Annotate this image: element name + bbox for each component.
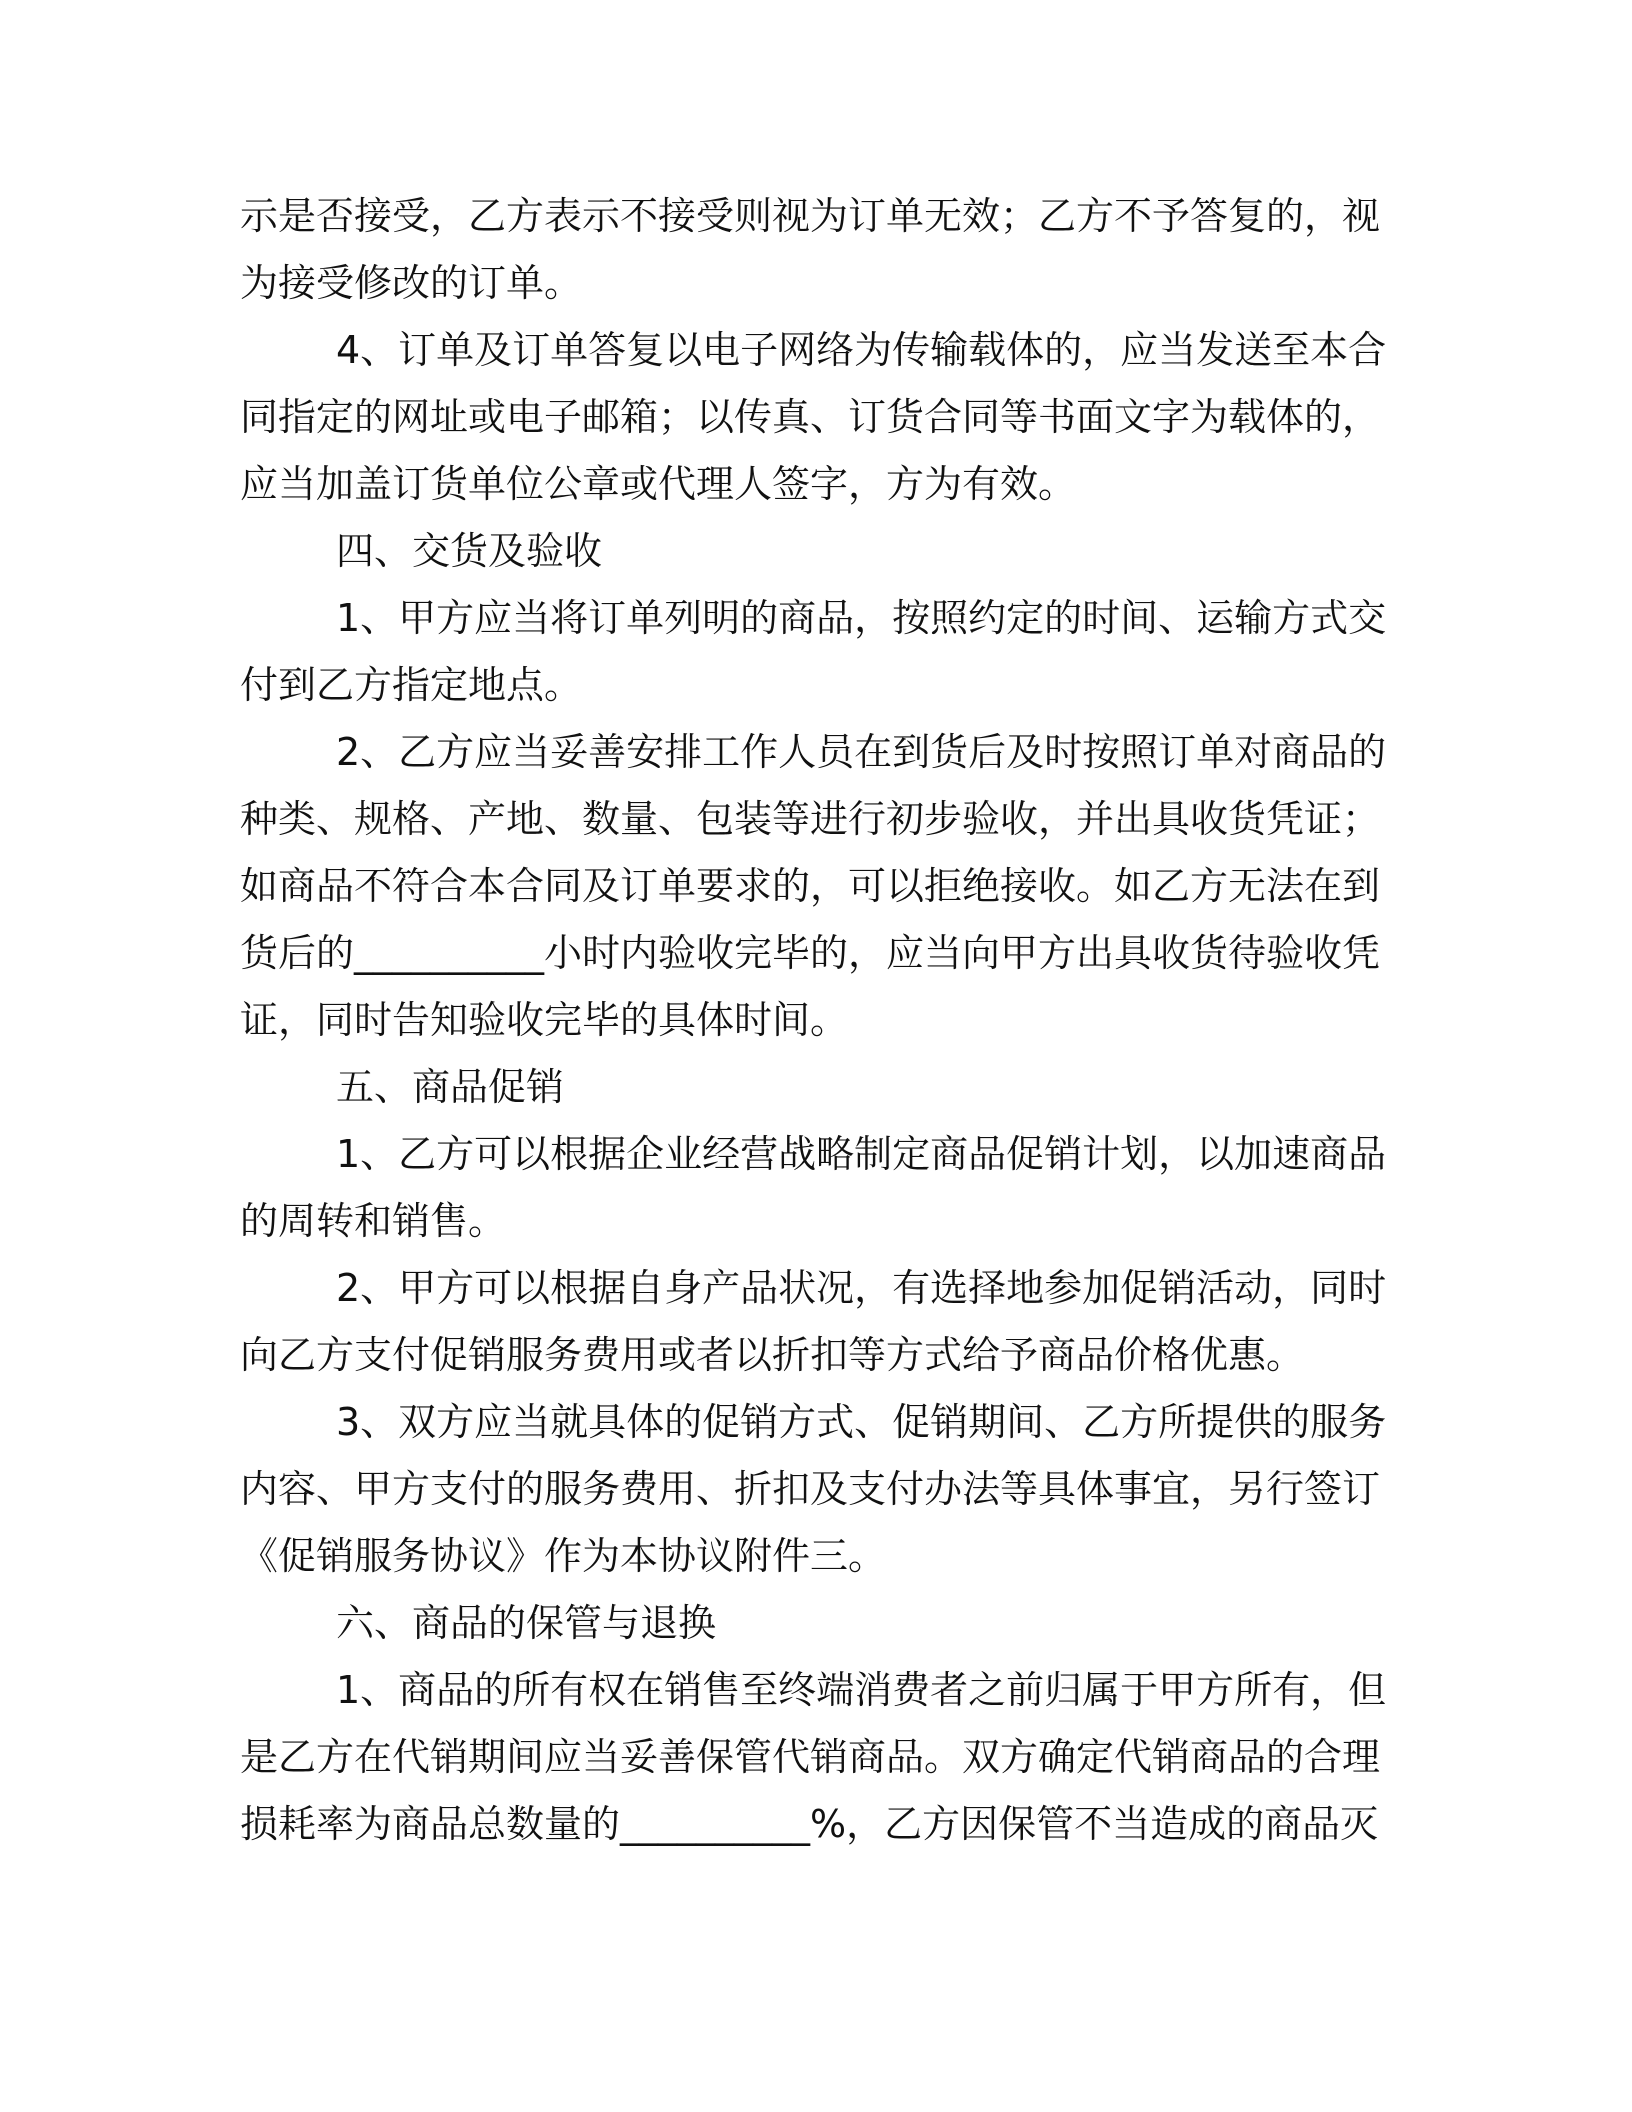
text-line: 向乙方支付促销服务费用或者以折扣等方式给予商品价格优惠。 <box>240 1333 1305 1377</box>
text-line: 同指定的网址或电子邮箱；以传真、订货合同等书面文字为载体的， <box>240 395 1381 439</box>
text-line: 《促销服务协议》作为本协议附件三。 <box>240 1534 887 1578</box>
text-line: 示是否接受，乙方表示不接受则视为订单无效；乙方不予答复的，视 <box>240 194 1381 238</box>
text-line: 内容、甲方支付的服务费用、折扣及支付办法等具体事宜，另行签订 <box>240 1467 1381 1511</box>
text-line: 1、甲方应当将订单列明的商品，按照约定的时间、运输方式交 <box>336 596 1387 640</box>
text-line: 4、订单及订单答复以电子网络为传输载体的，应当发送至本合 <box>336 328 1387 372</box>
text-line: 种类、规格、产地、数量、包装等进行初步验收，并出具收货凭证； <box>240 797 1381 841</box>
text-line: 应当加盖订货单位公章或代理人签字，方为有效。 <box>240 462 1077 506</box>
text-line: 3、双方应当就具体的促销方式、促销期间、乙方所提供的服务 <box>336 1400 1387 1444</box>
text-line: 2、乙方应当妥善安排工作人员在到货后及时按照订单对商品的 <box>336 730 1387 774</box>
text-line: 证，同时告知验收完毕的具体时间。 <box>240 998 849 1042</box>
text-line: 付到乙方指定地点。 <box>240 663 583 707</box>
section-heading: 五、商品促销 <box>336 1065 565 1109</box>
text-line: 的周转和销售。 <box>240 1199 507 1243</box>
document-body <box>240 183 1387 1858</box>
text-line: 1、商品的所有权在销售至终端消费者之前归属于甲方所有，但 <box>336 1668 1387 1712</box>
text-line: 如商品不符合本合同及订单要求的，可以拒绝接收。如乙方无法在到 <box>240 864 1381 908</box>
text-line: 货后的__________小时内验收完毕的，应当向甲方出具收货待验收凭 <box>240 931 1381 975</box>
section-heading: 六、商品的保管与退换 <box>336 1601 717 1645</box>
text-line: 2、甲方可以根据自身产品状况，有选择地参加促销活动，同时 <box>336 1266 1387 1310</box>
text-line: 损耗率为商品总数量的__________%，乙方因保管不当造成的商品灭 <box>240 1802 1379 1846</box>
text-line: 为接受修改的订单。 <box>240 261 583 305</box>
section-heading: 四、交货及验收 <box>336 529 603 573</box>
text-line: 是乙方在代销期间应当妥善保管代销商品。双方确定代销商品的合理 <box>240 1735 1381 1779</box>
text-line: 1、乙方可以根据企业经营战略制定商品促销计划，以加速商品 <box>336 1132 1387 1176</box>
